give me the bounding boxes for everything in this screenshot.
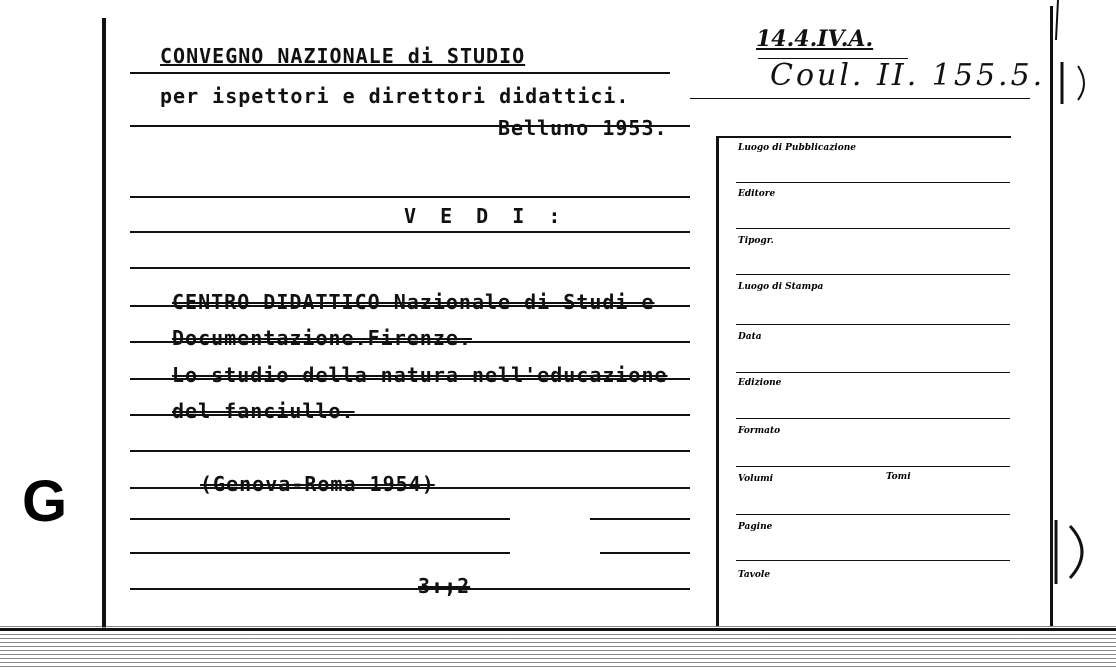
- field-volumes: Volumi: [738, 474, 774, 484]
- field-date: Data: [738, 332, 762, 342]
- index-letter: G: [22, 469, 68, 534]
- ruled-line: [130, 450, 690, 452]
- shelfmark-underline: [758, 58, 908, 59]
- ruled-line: [130, 72, 670, 74]
- reference-line-5: (Genova-Roma 1954): [200, 472, 435, 496]
- form-line: [736, 228, 1010, 229]
- reference-line-1: CENTRO DIDATTICO Nazionale di Studi e: [172, 290, 655, 314]
- form-line: [736, 372, 1010, 373]
- ruled-line: [130, 588, 690, 590]
- shelfmark-top: 14.4.IV.A.: [756, 26, 874, 52]
- field-place-of-printing: Luogo di Stampa: [738, 282, 824, 292]
- see-reference-heading: V E D I :: [404, 204, 567, 228]
- field-publisher: Editore: [738, 189, 776, 199]
- field-tomes: Tomi: [886, 472, 911, 482]
- shelfmark-underline: [690, 98, 1030, 99]
- bibliographic-form: [716, 136, 1046, 626]
- ruled-line: [590, 518, 690, 520]
- field-edition: Edizione: [738, 378, 782, 388]
- shelfmark-bottom: Coul. II. 155.5.: [770, 58, 1046, 93]
- reference-line-3: Lo studio della natura nell'educazione: [172, 363, 668, 387]
- ruled-line: [130, 267, 690, 269]
- field-place-of-publication: Luogo di Pubblicazione: [738, 143, 856, 153]
- field-plates: Tavole: [738, 570, 771, 580]
- field-format: Formato: [738, 426, 781, 436]
- conference-audience: per ispettori e direttori didattici.: [160, 84, 630, 108]
- form-line: [736, 324, 1010, 325]
- ruled-line: [600, 552, 690, 554]
- card-bottom-edge: [0, 628, 1116, 631]
- field-pages: Pagine: [738, 522, 773, 532]
- form-line: [736, 418, 1010, 419]
- ruled-line: [130, 518, 510, 520]
- ruled-line: [130, 196, 690, 198]
- ruled-line: [130, 552, 510, 554]
- card-edge-marks: [1050, 0, 1116, 626]
- conference-title: CONVEGNO NAZIONALE di STUDIO: [160, 44, 526, 68]
- form-line: [736, 466, 1010, 467]
- reference-line-4: del fanciullo.: [172, 399, 355, 423]
- form-left-border: [716, 136, 719, 626]
- reference-line-6: 3:;2: [418, 574, 471, 598]
- form-line: [736, 182, 1010, 183]
- form-line: [736, 514, 1010, 515]
- scan-edge-noise: [0, 626, 1116, 670]
- conference-place-year: Belluno 1953.: [498, 116, 668, 140]
- form-line: [736, 560, 1010, 561]
- field-printer: Tipogr.: [738, 236, 774, 246]
- form-top-border: [716, 136, 1011, 138]
- ruled-line: [130, 231, 690, 233]
- margin-line: [102, 18, 106, 628]
- form-line: [736, 274, 1010, 275]
- reference-line-2: Documentazione.Firenze.: [172, 326, 472, 350]
